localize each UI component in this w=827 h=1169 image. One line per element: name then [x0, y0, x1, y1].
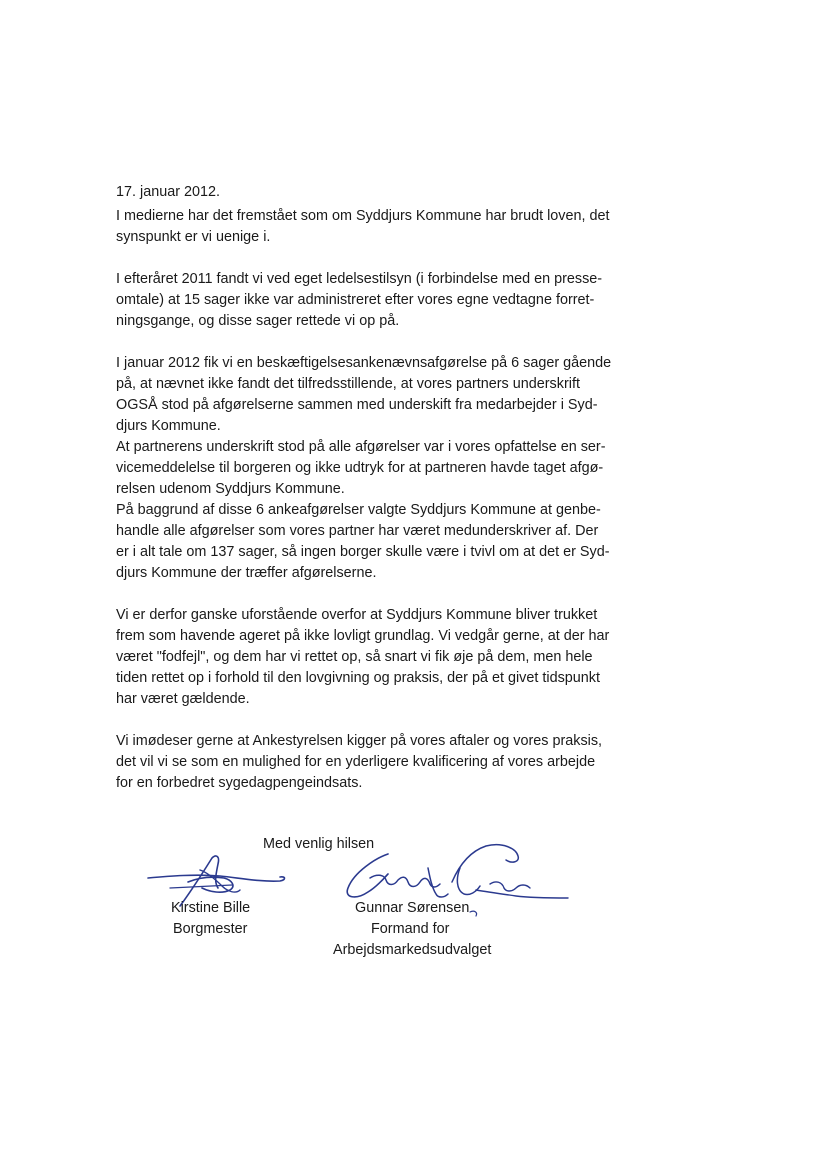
- paragraph-line: handle alle afgørelser som vores partner har været medunderskriver af. Der: [116, 523, 599, 539]
- paragraph-line: Vi er derfor ganske uforstående overfor at Syddjurs Kommune bliver trukket: [116, 607, 598, 623]
- paragraph-line: på, at nævnet ikke fandt det tilfredsstillende, at vores partners underskrift: [116, 376, 580, 392]
- paragraph-line: er i alt tale om 137 sager, så ingen borger skulle være i tvivl om at det er Syd-: [116, 544, 610, 560]
- letter-date: 17. januar 2012.: [116, 184, 221, 200]
- closing-greeting: Med venlig hilsen: [263, 836, 375, 852]
- paragraph-line: djurs Kommune der træffer afgørelserne.: [116, 565, 377, 581]
- signatory-title: Formand for: [371, 921, 450, 937]
- paragraph-line: har været gældende.: [116, 691, 250, 707]
- paragraph-line: På baggrund af disse 6 ankeafgørelser valgte Syddjurs Kommune at genbe-: [116, 502, 601, 518]
- signatory-title: Borgmester: [173, 921, 248, 937]
- signatory-name: Gunnar Sørensen: [355, 900, 470, 916]
- paragraph-line: været "fodfejl", og dem har vi rettet op, så snart vi fik øje på dem, men hele: [116, 649, 593, 665]
- paragraph-line: At partnerens underskrift stod på alle afgørelser var i vores opfattelse en ser-: [116, 439, 606, 455]
- paragraph-line: I januar 2012 fik vi en beskæftigelsesankenævnsafgørelse på 6 sager gående: [116, 355, 612, 371]
- paragraph-line: frem som havende ageret på ikke lovligt grundlag. Vi vedgår gerne, at der har: [116, 628, 610, 644]
- paragraph-line: omtale) at 15 sager ikke var administreret efter vores egne vedtagne forret-: [116, 292, 595, 308]
- paragraph-line: I efteråret 2011 fandt vi ved eget ledelsestilsyn (i forbindelse med en presse-: [116, 271, 603, 287]
- paragraph-line: synspunkt er vi uenige i.: [116, 229, 271, 245]
- paragraph-line: djurs Kommune.: [116, 418, 221, 434]
- paragraph-line: Vi imødeser gerne at Ankestyrelsen kigger på vores aftaler og vores praksis,: [116, 733, 603, 749]
- paragraph-line: vicemeddelelse til borgeren og ikke udtryk for at partneren havde taget afgø-: [116, 460, 604, 476]
- signatory-name: Kirstine Bille: [171, 900, 251, 916]
- paragraph-line: tiden rettet op i forhold til den lovgivning og praksis, der på et givet tidspunkt: [116, 670, 600, 686]
- paragraph-line: det vil vi se som en mulighed for en yderligere kvalificering af vores arbejde: [116, 754, 596, 770]
- signatory-title: Arbejdsmarkedsudvalget: [333, 942, 492, 958]
- paragraph-line: for en forbedret sygedagpengeindsats.: [116, 775, 363, 791]
- paragraph-line: OGSÅ stod på afgørelserne sammen med underskift fra medarbejder i Syd-: [116, 397, 598, 413]
- paragraph-line: ningsgange, og disse sager rettede vi op på.: [116, 313, 400, 329]
- paragraph-line: I medierne har det fremstået som om Syddjurs Kommune har brudt loven, det: [116, 208, 610, 224]
- paragraph-line: relsen udenom Syddjurs Kommune.: [116, 481, 345, 497]
